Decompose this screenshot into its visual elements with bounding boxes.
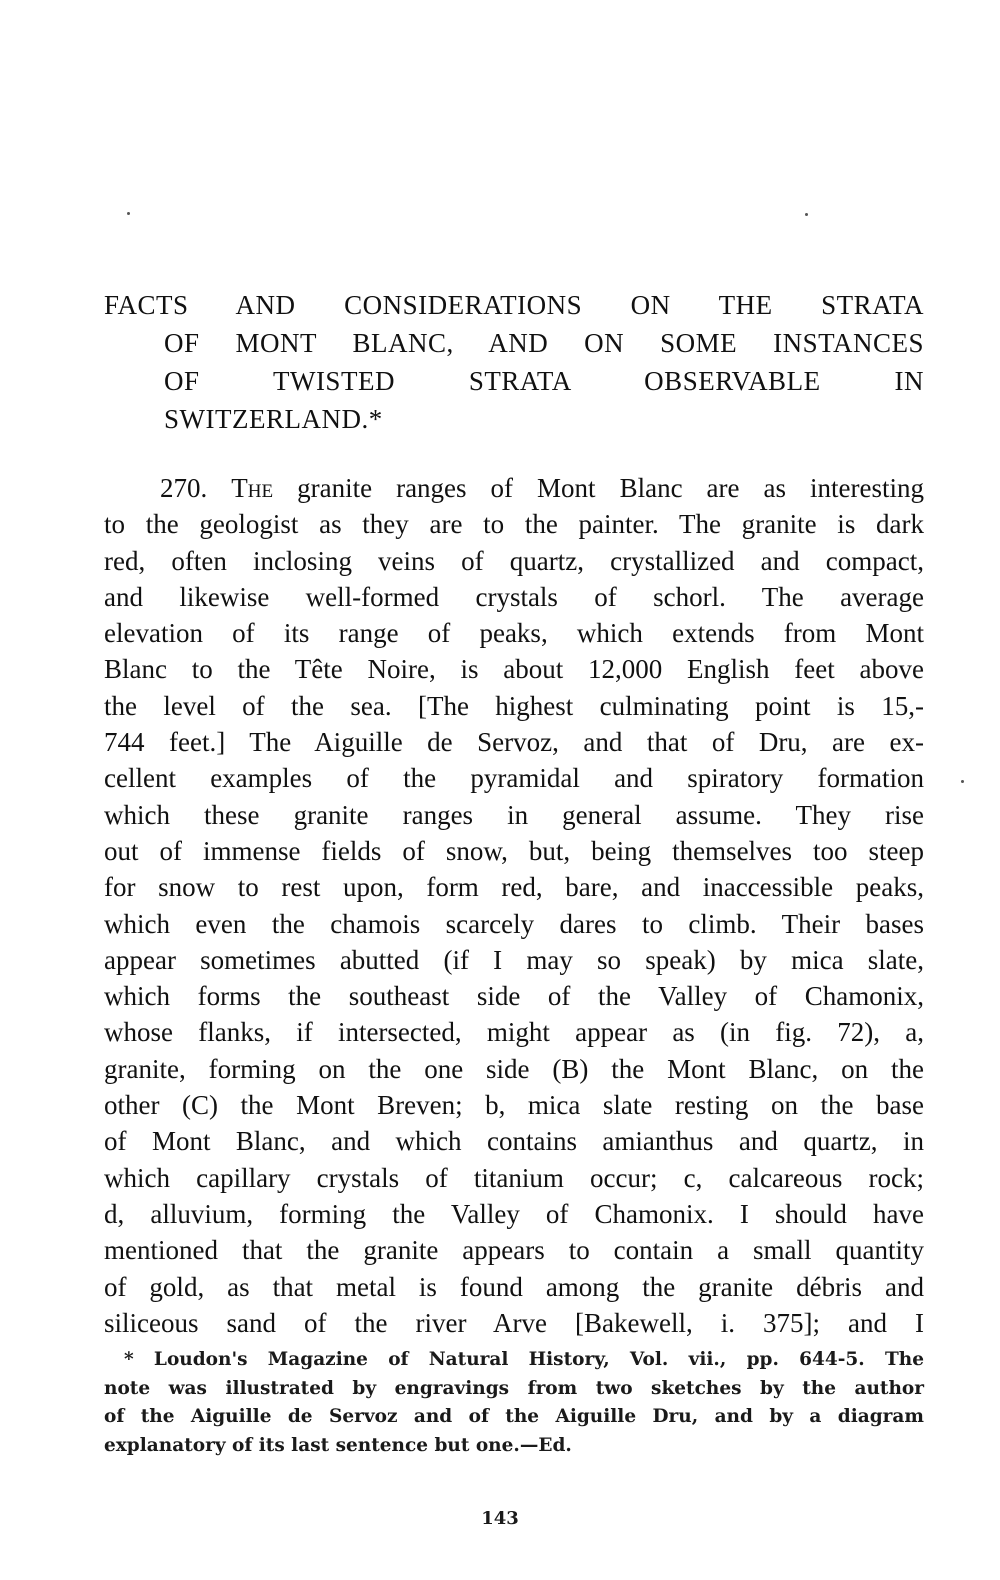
body-line: for snow to rest upon, form red, bare, and inaccessible peaks, [104,872,924,903]
body-line: which capillary crystals of titanium occur; c, calcareous rock; [104,1162,924,1193]
footnote-line: of the Aiguille de Servoz and of the Aiguille Dru, and by a diagram [104,1406,924,1427]
body-line: other (C) the Mont Breven; b, mica slate resting on the base [104,1090,924,1121]
paragraph-number: 270. [160,473,208,503]
scan-speck [127,212,130,215]
title-line-3: OF TWISTED STRATA OBSERVABLE IN [164,366,924,396]
body-line: appear sometimes abutted (if I may so speak) by mica slate, [104,944,924,975]
scan-speck [805,213,808,216]
body-line: of gold, as that metal is found among the granite débris and [104,1271,924,1302]
body-line: which forms the southeast side of the Valley of Chamonix, [104,981,924,1012]
body-line: to the geologist as they are to the painter. The granite is dark [104,509,924,540]
body-line: which even the chamois scarcely dares to climb. Their bases [104,908,924,939]
title-line-1: FACTS AND CONSIDERATIONS ON THE STRATA [104,290,924,320]
body-line: of Mont Blanc, and which contains amianthus and quartz, in [104,1126,924,1157]
body-line: and likewise well-formed crystals of schorl. The average [104,581,924,612]
body-line: the level of the sea. [The highest culminating point is 15,- [104,690,924,721]
first-word: The [231,473,274,503]
footnote-line: * Loudon's Magazine of Natural History, Vol. vii., pp. 644-5. The [124,1349,924,1370]
footnote-line: explanatory of its last sentence but one.—Ed. [104,1434,572,1456]
body-line: mentioned that the granite appears to contain a small quantity [104,1235,924,1266]
article-body [104,470,924,1341]
body-line: Blanc to the Tête Noire, is about 12,000 English feet above [104,654,924,685]
body-line: elevation of its range of peaks, which extends from Mont [104,618,924,649]
body-line: d, alluvium, forming the Valley of Chamonix. I should have [104,1198,924,1229]
page-number: 143 [481,1508,519,1529]
body-line: red, often inclosing veins of quartz, crystallized and compact, [104,545,924,576]
article-title [104,286,924,438]
body-line: cellent examples of the pyramidal and spiratory formation [104,763,924,794]
footnote-line: note was illustrated by engravings from two sketches by the author [104,1377,924,1399]
footnote [104,1346,924,1460]
body-line: which these granite ranges in general assume. They rise [104,799,924,830]
body-line: siliceous sand of the river Arve [Bakewell, i. 375]; and I [104,1307,924,1338]
scan-speck [961,780,964,783]
body-line-1: 270. The granite ranges of Mont Blanc are as interesting [160,473,924,503]
body-line: whose flanks, if intersected, might appear as (in fig. 72), a, [104,1017,924,1048]
body-line: 744 feet.] The Aiguille de Servoz, and that of Dru, are ex- [104,727,924,758]
body-line: granite, forming on the one side (B) the Mont Blanc, on the [104,1053,924,1084]
title-line-2: OF MONT BLANC, AND ON SOME INSTANCES [164,328,924,358]
title-line-4: SWITZERLAND.* [164,404,383,434]
body-line: out of immense fields of snow, but, being themselves too steep [104,835,924,866]
